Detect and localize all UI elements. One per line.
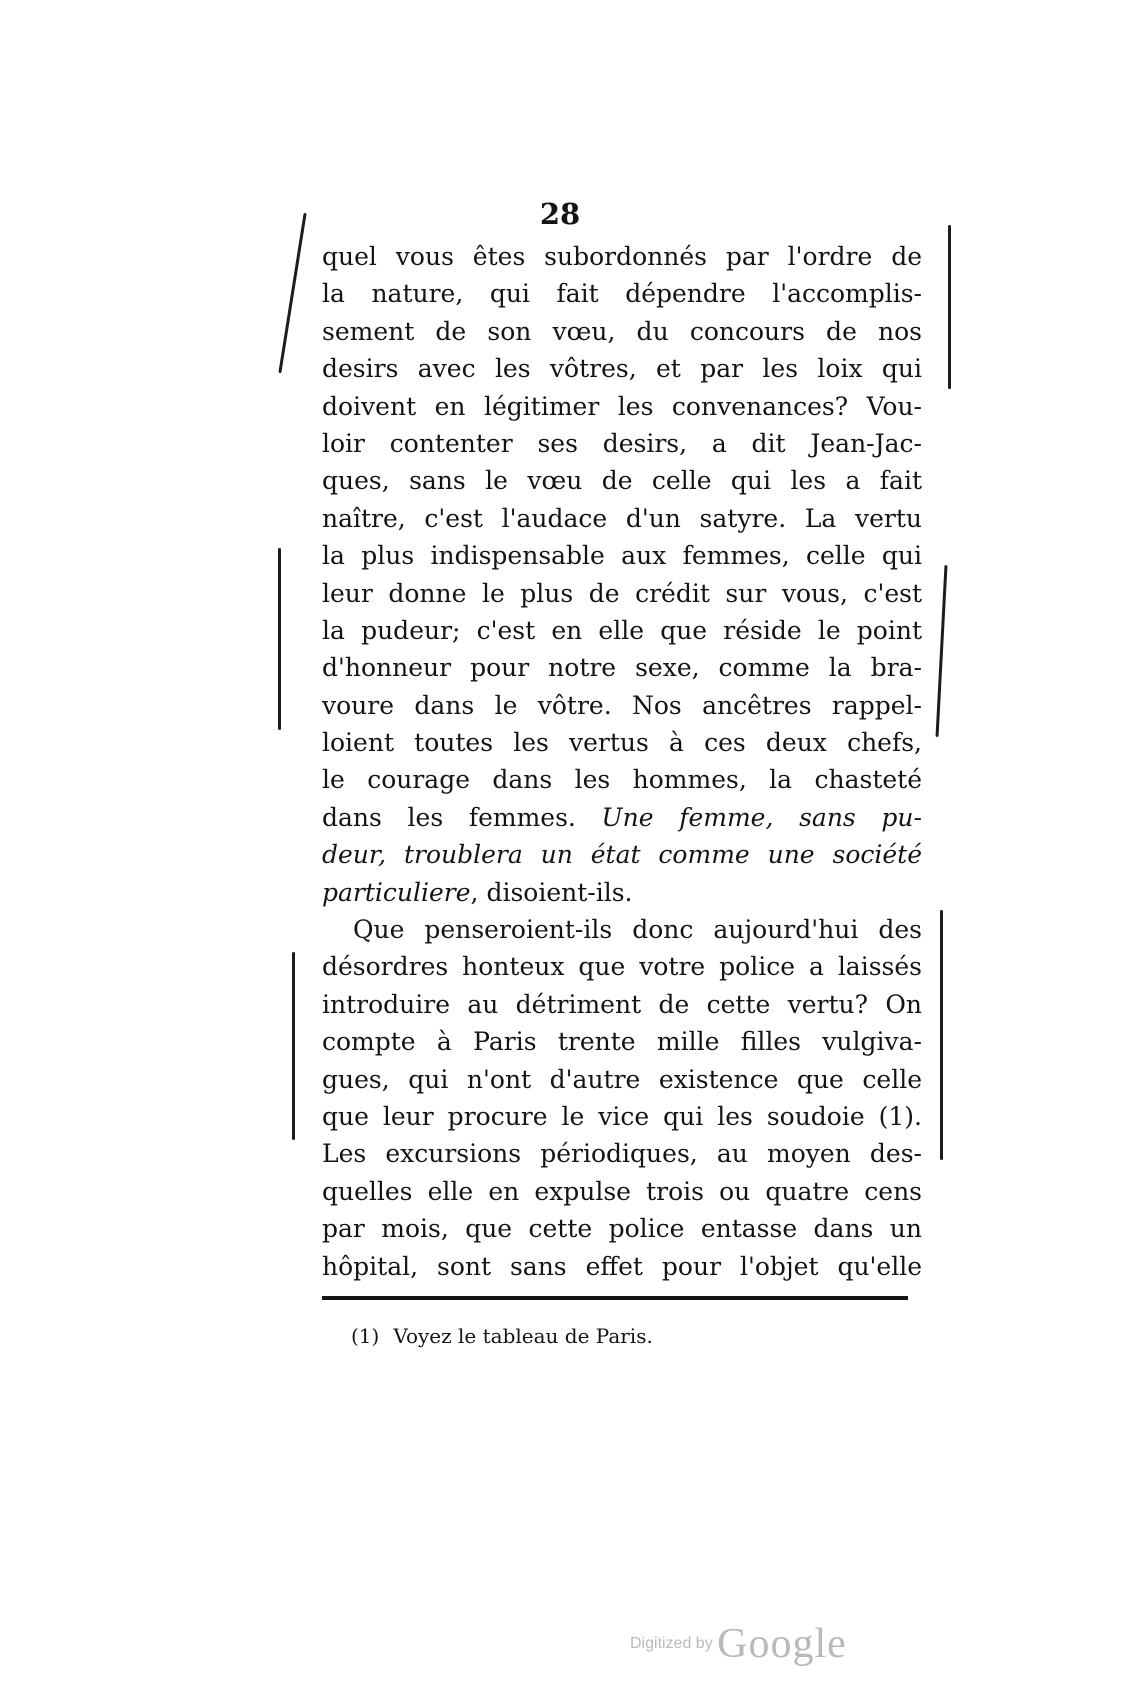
paragraph-line: désordres honteux que votre police a laissés — [322, 952, 922, 982]
text-line: la plus indispensable aux femmes, celle qui — [322, 541, 922, 571]
text-line: loir contenter ses desirs, a dit Jean-Jac- — [322, 428, 922, 458]
paragraph-line: que leur procure le vice qui les soudoie (1). — [322, 1101, 922, 1131]
footnote-rule — [322, 1296, 908, 1300]
page-number: 28 — [539, 197, 581, 231]
paragraph-line: gues, qui n'ont d'autre existence que celle — [322, 1064, 922, 1094]
text-line: la nature, qui fait dépendre l'accomplis- — [322, 279, 922, 309]
text-segment: dans les femmes. — [322, 802, 576, 832]
text-line: leur donne le plus de crédit sur vous, c'est — [322, 578, 922, 608]
margin-mark-left — [278, 213, 306, 373]
text-line: quel vous êtes subordonnés par l'ordre de — [322, 242, 922, 271]
text-line: d'honneur pour notre sexe, comme la bra- — [322, 653, 922, 683]
paragraph-line: hôpital, sont sans effet pour l'objet qu'elle — [322, 1251, 922, 1281]
margin-mark-right — [940, 910, 943, 1160]
footnote — [351, 1322, 653, 1350]
margin-mark-right — [936, 565, 948, 737]
watermark-label: Digitized by — [630, 1635, 713, 1652]
quote-italic: deur, troublera un état comme une société — [322, 840, 922, 870]
paragraph-line: par mois, que cette police entasse dans un — [322, 1214, 922, 1244]
margin-mark-left — [278, 548, 281, 730]
quote-italic: particuliere — [322, 877, 471, 907]
text-line: doivent en légitimer les convenances? Vou- — [322, 391, 922, 421]
google-logo: Google — [717, 1621, 847, 1667]
body-text — [322, 238, 922, 1285]
text-line: loient toutes les vertus à ces deux chefs, — [322, 728, 922, 758]
paragraph-line: Que penseroient-ils donc aujourd'hui des — [353, 915, 922, 945]
footnote-text: Voyez le tableau de Paris. — [393, 1324, 653, 1348]
paragraph-line: introduire au détriment de cette vertu? On — [322, 989, 922, 1019]
text-segment: , disoient-ils. — [470, 877, 633, 907]
quote-italic: Une femme, sans pu- — [601, 802, 922, 832]
margin-mark-right — [948, 225, 951, 389]
text-line: sement de son vœu, du concours de nos — [322, 316, 922, 346]
text-line: la pudeur; c'est en elle que réside le point — [322, 615, 922, 645]
text-line: naître, c'est l'audace d'un satyre. La vertu — [322, 503, 922, 533]
footnote-marker: (1) — [351, 1324, 380, 1348]
paragraph-line: quelles elle en expulse trois ou quatre cens — [322, 1176, 922, 1206]
text-line — [322, 836, 922, 873]
text-line — [322, 874, 922, 911]
text-line: desirs avec les vôtres, et par les loix qui — [322, 354, 922, 384]
paragraph-line: compte à Paris trente mille filles vulgiva- — [322, 1027, 922, 1057]
digitized-by-google-watermark — [630, 1620, 847, 1668]
paragraph-line: Les excursions périodiques, au moyen des- — [322, 1139, 922, 1169]
text-line: le courage dans les hommes, la chasteté — [322, 765, 922, 795]
text-line-with-quote — [322, 799, 922, 836]
text-line: ques, sans le vœu de celle qui les a fait — [322, 466, 922, 496]
margin-mark-left — [292, 952, 295, 1140]
text-line: voure dans le vôtre. Nos ancêtres rappel- — [322, 690, 922, 720]
